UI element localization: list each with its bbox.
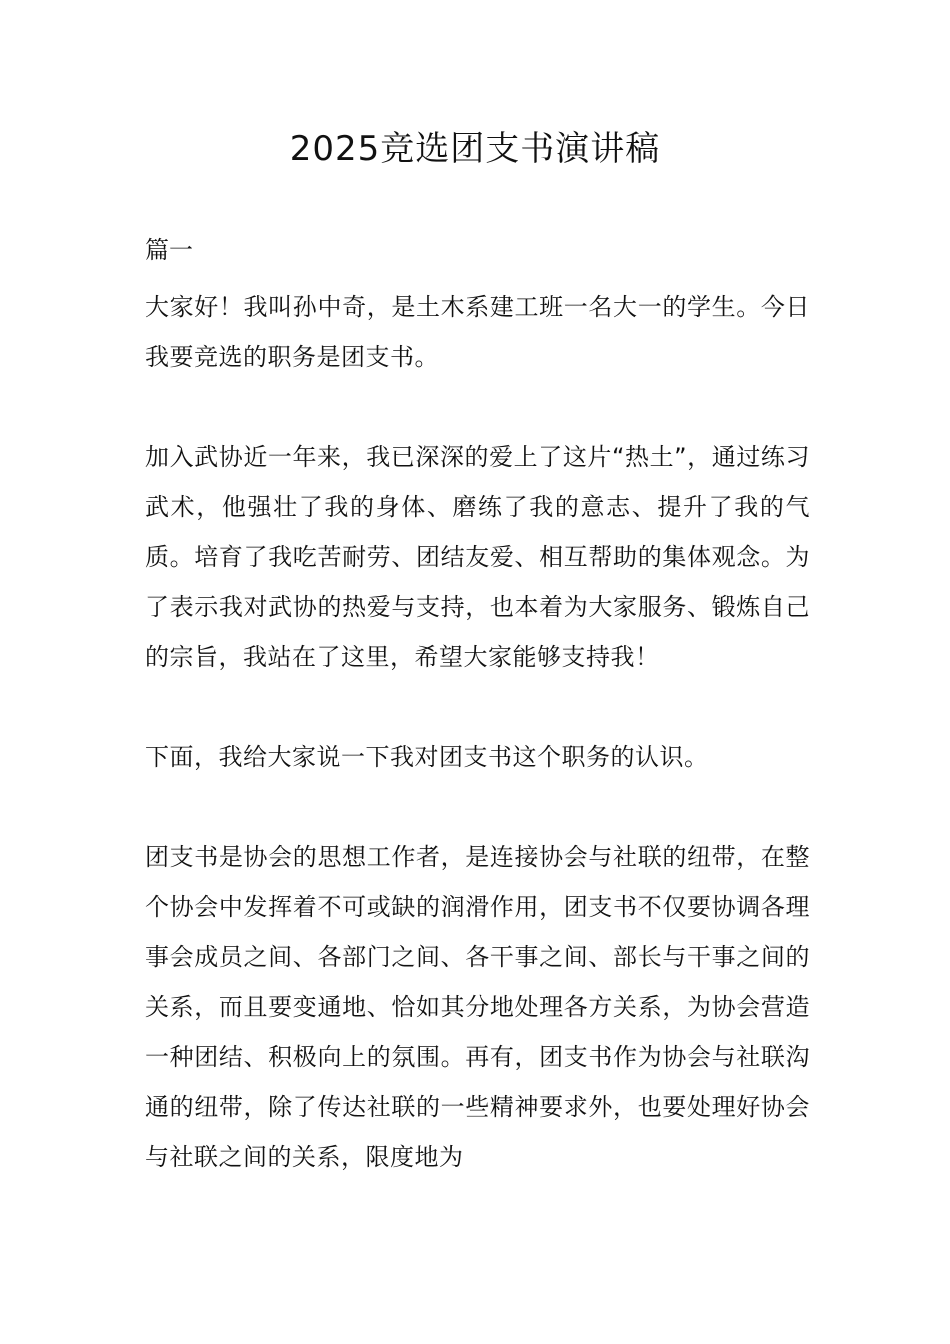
paragraph-intro-role: 下面，我给大家说一下我对团支书这个职务的认识。 (145, 743, 709, 771)
paragraph-role-description: 团支书是协会的思想工作者，是连接协会与社联的纽带，在整个协会中发挥着不可或缺的润滑作用，团支书不仅要协调各理事会成员之间、各部门之间、各干事之间、部长与干事之间的关系，而且要变通地、恰如其分地处理各方关系，为协会营造一种团结、积极向上的氛围。再有，团支书作为协会与社联沟通的纽带，除了传达社联的一些精神要求外，也要处理好协会与社联之间的关系，限度地为 (145, 843, 810, 1171)
paragraph-motivation: 加入武协近一年来，我已深深的爱上了这片“热土”，通过练习武术，他强壮了我的身体、磨练了我的意志、提升了我的气质。培育了我吃苦耐劳、团结友爱、相互帮助的集体观念。为了表示我对武协的热爱与支持，也本着为大家服务、锻炼自己的宗旨，我站在了这里，希望大家能够支持我！ (145, 443, 810, 671)
document-title: 2025竞选团支书演讲稿 (289, 129, 661, 169)
paragraph-greeting: 大家好！我叫孙中奇，是土木系建工班一名大一的学生。今日我要竞选的职务是团支书。 (145, 293, 810, 371)
document-body (145, 232, 810, 1182)
section-label: 篇一 (145, 236, 193, 264)
